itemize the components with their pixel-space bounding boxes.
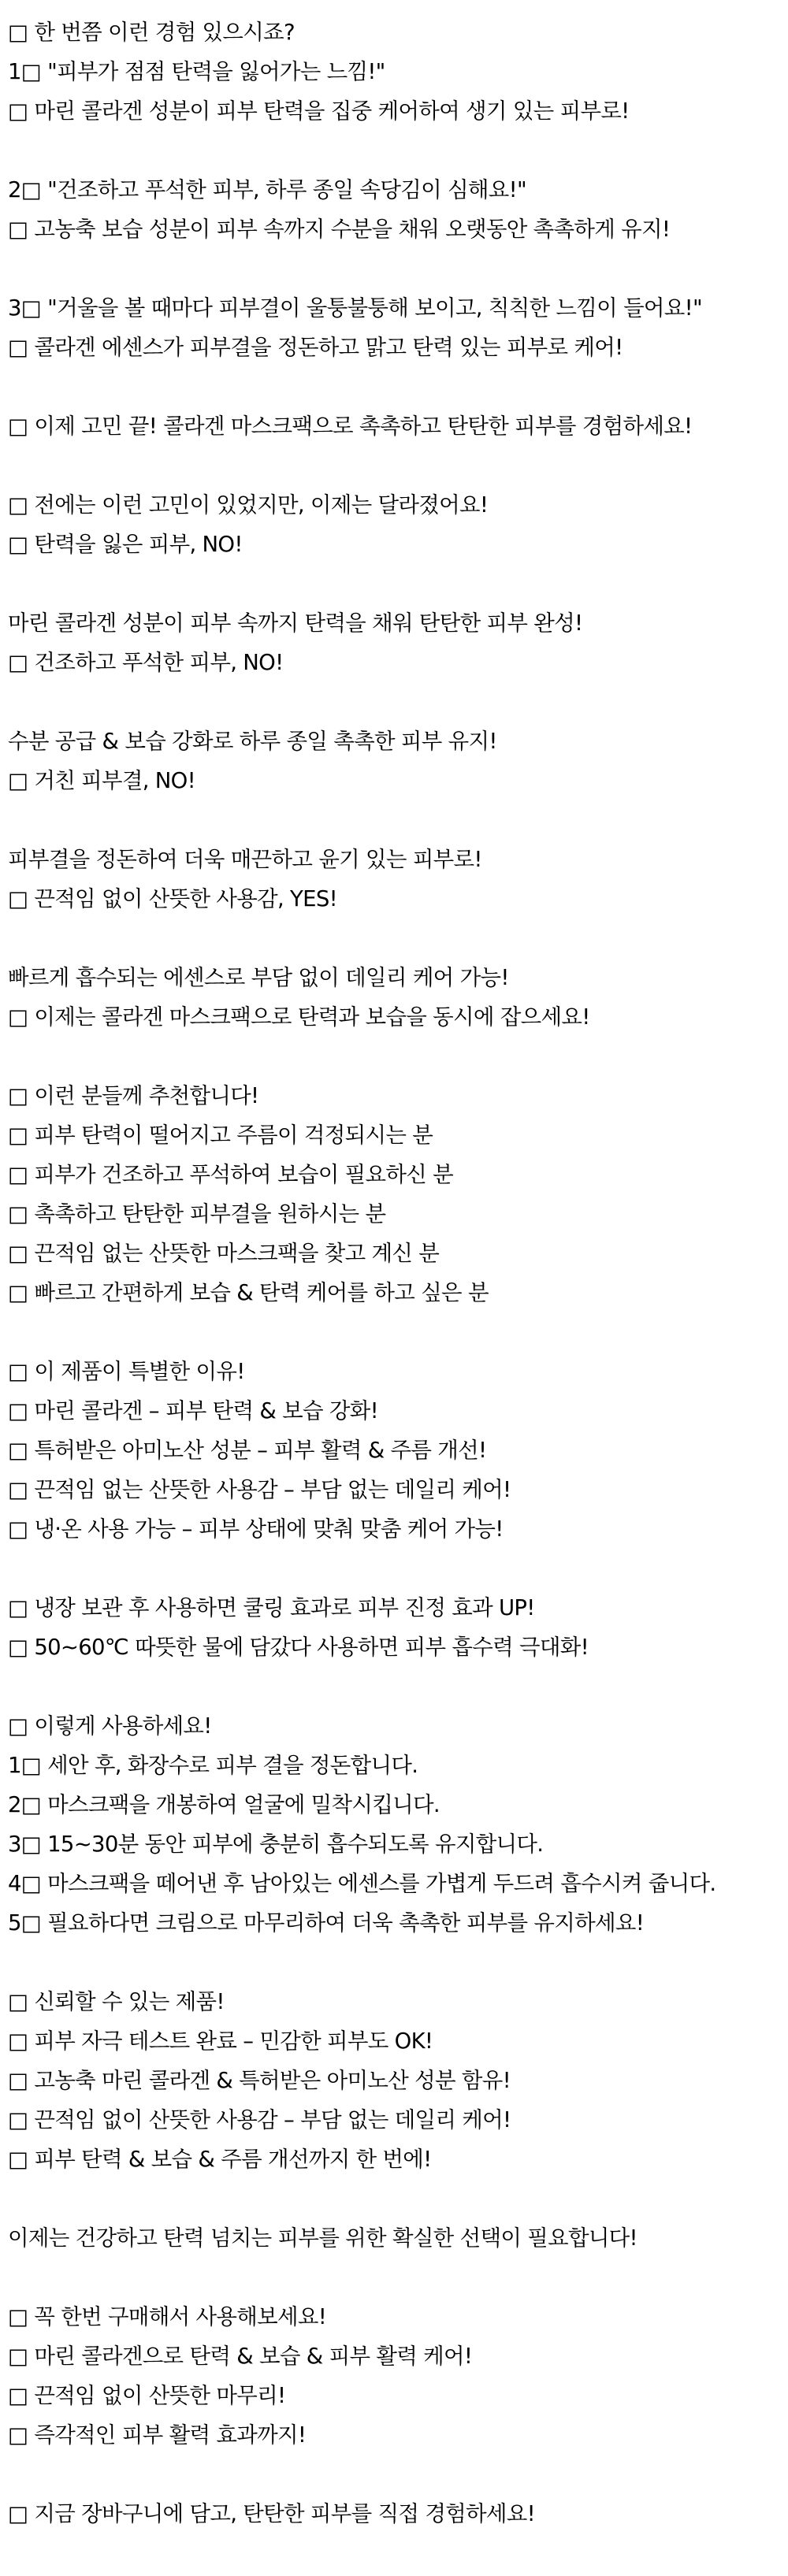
text-line: □ 마린 콜라겐 성분이 피부 탄력을 집중 케어하여 생기 있는 피부로!: [8, 98, 630, 124]
text-line: □ 끈적임 없이 산뜻한 사용감, YES!: [8, 886, 337, 911]
text-line: □ 마린 콜라겐 – 피부 탄력 & 보습 강화!: [8, 1398, 378, 1423]
text-line: □ 끈적임 없이 산뜻한 마무리!: [8, 2383, 286, 2408]
text-line: □ 고농축 보습 성분이 피부 속까지 수분을 채워 오랫동안 촉촉하게 유지!: [8, 217, 671, 242]
text-line: 빠르게 흡수되는 에센스로 부담 없이 데일리 케어 가능!: [8, 965, 509, 990]
blank-line: [8, 1943, 784, 1982]
text-line: 1□ 세안 후, 화장수로 피부 결을 정돈합니다.: [8, 1753, 418, 1778]
text-line: 3□ 15~30분 동안 피부에 충분히 흡수되도록 유지합니다.: [8, 1832, 544, 1857]
blank-line: [8, 2455, 784, 2494]
text-line: □ 콜라겐 에센스가 피부결을 정돈하고 맑고 탄력 있는 피부로 케어!: [8, 335, 623, 360]
blank-line: [8, 1312, 784, 1352]
text-line: □ 끈적임 없는 산뜻한 마스크팩을 찾고 계신 분: [8, 1241, 440, 1266]
blank-line: [8, 800, 784, 840]
text-line: □ 냉·온 사용 가능 – 피부 상태에 맞춰 맞춤 케어 가능!: [8, 1516, 504, 1542]
blank-line: [8, 919, 784, 958]
text-line: □ 이 제품이 특별한 이유!: [8, 1359, 245, 1384]
text-line: □ 특허받은 아미노산 성분 – 피부 활력 & 주름 개선!: [8, 1438, 487, 1463]
text-line: □ 전에는 이런 고민이 있었지만, 이제는 달라졌어요!: [8, 492, 489, 518]
text-line: 이제는 건강하고 탄력 넘치는 피부를 위한 확실한 선택이 필요합니다!: [8, 2225, 637, 2251]
text-line: 2□ 마스크팩을 개봉하여 얼굴에 밀착시킵니다.: [8, 1792, 440, 1817]
blank-line: [8, 446, 784, 485]
text-line: □ 끈적임 없는 산뜻한 사용감 – 부담 없는 데일리 케어!: [8, 1477, 511, 1502]
blank-line: [8, 1037, 784, 1076]
text-line: □ 50~60℃ 따뜻한 물에 담갔다 사용하면 피부 흡수력 극대화!: [8, 1635, 589, 1660]
blank-line: [8, 1549, 784, 1588]
text-line: 2□ "건조하고 푸석한 피부, 하루 종일 속당김이 심해요!": [8, 177, 526, 202]
blank-line: [8, 2179, 784, 2218]
text-line: 3□ "거울을 볼 때마다 피부결이 울퉁불퉁해 보이고, 칙칙한 느낌이 들어요!": [8, 295, 702, 321]
text-line: □ 냉장 보관 후 사용하면 쿨링 효과로 피부 진정 효과 UP!: [8, 1595, 535, 1620]
text-line: 마린 콜라겐 성분이 피부 속까지 탄력을 채워 탄탄한 피부 완성!: [8, 611, 583, 636]
product-description-text: [8, 13, 784, 2533]
text-line: 5□ 필요하다면 크림으로 마무리하여 더욱 촉촉한 피부를 유지하세요!: [8, 1910, 645, 1936]
text-line: □ 피부 자극 테스트 완료 – 민감한 피부도 OK!: [8, 2029, 433, 2054]
blank-line: [8, 367, 784, 406]
text-line: 4□ 마스크팩을 떼어낸 후 남아있는 에센스를 가볍게 두드려 흡수시켜 줍니다.: [8, 1871, 716, 1896]
blank-line: [8, 682, 784, 722]
blank-line: [8, 131, 784, 170]
text-line: □ 꼭 한번 구매해서 사용해보세요!: [8, 2304, 327, 2329]
text-line: 피부결을 정돈하여 더욱 매끈하고 윤기 있는 피부로!: [8, 847, 482, 872]
text-line: □ 끈적임 없이 산뜻한 사용감 – 부담 없는 데일리 케어!: [8, 2107, 511, 2132]
text-line: □ 신뢰할 수 있는 제품!: [8, 1989, 225, 2014]
text-line: 수분 공급 & 보습 강화로 하루 종일 촉촉한 피부 유지!: [8, 729, 497, 754]
text-line: □ 이렇게 사용하세요!: [8, 1713, 212, 1739]
text-line: □ 피부 탄력이 떨어지고 주름이 걱정되시는 분: [8, 1123, 433, 1148]
text-line: □ 한 번쯤 이런 경험 있으시죠?: [8, 20, 295, 45]
text-line: □ 이런 분들께 추천합니다!: [8, 1083, 259, 1108]
blank-line: [8, 2258, 784, 2297]
text-line: □ 즉각적인 피부 활력 효과까지!: [8, 2422, 307, 2448]
text-line: □ 탄력을 잃은 피부, NO!: [8, 532, 243, 557]
text-line: □ 거친 피부결, NO!: [8, 768, 195, 793]
blank-line: [8, 249, 784, 288]
blank-line: [8, 1667, 784, 1706]
text-line: □ 건조하고 푸석한 피부, NO!: [8, 650, 284, 675]
text-line: □ 이제 고민 끝! 콜라겐 마스크팩으로 촉촉하고 탄탄한 피부를 경험하세요!: [8, 414, 693, 439]
blank-line: [8, 564, 784, 603]
text-line: □ 마린 콜라겐으로 탄력 & 보습 & 피부 활력 케어!: [8, 2344, 473, 2369]
text-line: □ 이제는 콜라겐 마스크팩으로 탄력과 보습을 동시에 잡으세요!: [8, 1004, 590, 1030]
text-line: □ 피부 탄력 & 보습 & 주름 개선까지 한 번에!: [8, 2147, 432, 2172]
text-line: □ 촉촉하고 탄탄한 피부결을 원하시는 분: [8, 1201, 386, 1227]
text-line: □ 지금 장바구니에 담고, 탄탄한 피부를 직접 경험하세요!: [8, 2501, 535, 2526]
text-line: □ 피부가 건조하고 푸석하여 보습이 필요하신 분: [8, 1162, 453, 1187]
text-line: □ 고농축 마린 콜라겐 & 특허받은 아미노산 성분 함유!: [8, 2068, 511, 2093]
text-line: 1□ "피부가 점점 탄력을 잃어가는 느낌!": [8, 59, 385, 84]
text-line: □ 빠르고 간편하게 보습 & 탄력 케어를 하고 싶은 분: [8, 1280, 489, 1305]
